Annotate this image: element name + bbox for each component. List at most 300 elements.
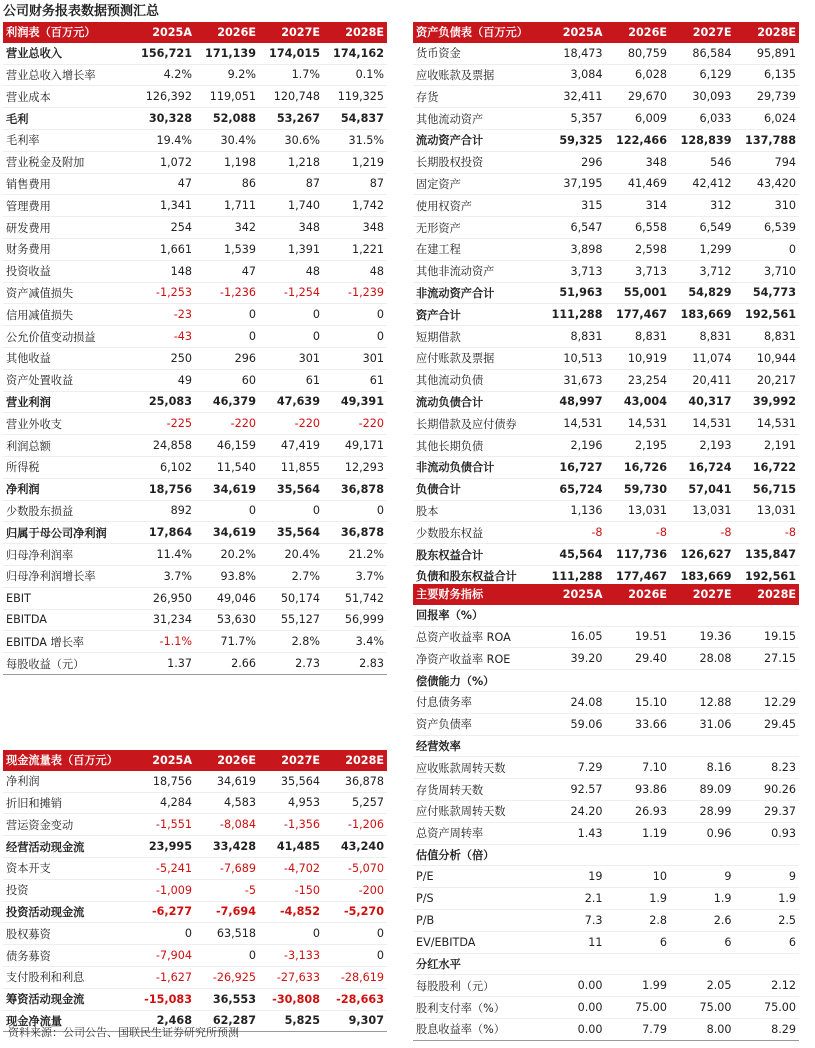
value-cell: 10,944 xyxy=(735,347,800,369)
row-label: 流动资产合计 xyxy=(413,129,541,151)
table-row xyxy=(413,173,799,195)
value-cell: 342 xyxy=(195,217,259,239)
row-label: 公允价值变动损益 xyxy=(3,326,131,348)
value-cell: 49,046 xyxy=(195,587,259,609)
row-label: P/B xyxy=(413,909,541,931)
table-row xyxy=(3,64,387,86)
table-row xyxy=(413,43,799,64)
row-label: 总资产收益率 ROA xyxy=(413,626,541,648)
row-label: 归母净利润增长率 xyxy=(3,565,131,587)
table-row xyxy=(413,844,799,866)
value-cell: 183,669 xyxy=(670,565,735,587)
value-cell: 8.23 xyxy=(735,757,800,779)
value-cell: 33.66 xyxy=(606,713,671,735)
cash-flow-table xyxy=(3,750,387,1032)
table-row xyxy=(413,129,799,151)
row-label: 其他长期负债 xyxy=(413,435,541,457)
row-label: 应付账款及票据 xyxy=(413,347,541,369)
value-cell: 47,419 xyxy=(259,435,323,457)
table-row xyxy=(413,1018,799,1040)
table-row xyxy=(3,129,387,151)
table-row xyxy=(413,326,799,348)
value-cell: 30.6% xyxy=(259,129,323,151)
value-cell: 3.7% xyxy=(323,565,387,587)
value-cell: -8,084 xyxy=(195,814,259,836)
column-header: 2025A xyxy=(131,22,195,43)
row-label: 现金净流量 xyxy=(3,1010,131,1032)
value-cell: 29,670 xyxy=(606,86,671,108)
value-cell: 122,466 xyxy=(606,129,671,151)
value-cell: 20.2% xyxy=(195,544,259,566)
value-cell: 4.2% xyxy=(131,64,195,86)
table-row xyxy=(3,86,387,108)
table-row xyxy=(413,151,799,173)
row-label: 归属于母公司净利润 xyxy=(3,522,131,544)
table-row xyxy=(3,771,387,792)
value-cell: 14,531 xyxy=(670,413,735,435)
value-cell: 0 xyxy=(735,238,800,260)
value-cell: 3.7% xyxy=(131,565,195,587)
value-cell: 93.8% xyxy=(195,565,259,587)
value-cell: 35,564 xyxy=(259,478,323,500)
value-cell: 310 xyxy=(735,195,800,217)
table-title: 资产负债表（百万元） xyxy=(413,22,541,43)
column-header: 2028E xyxy=(323,22,387,43)
value-cell: 20,217 xyxy=(735,369,800,391)
table-row xyxy=(3,108,387,130)
table-row xyxy=(413,347,799,369)
value-cell: -4,852 xyxy=(259,901,323,923)
table-row xyxy=(3,923,387,945)
value-cell: 156,721 xyxy=(131,43,195,64)
value-cell: 14,531 xyxy=(541,413,606,435)
value-cell: 8.00 xyxy=(670,1018,735,1040)
value-cell: 794 xyxy=(735,151,800,173)
value-cell: 7.10 xyxy=(606,757,671,779)
value-cell xyxy=(541,735,606,757)
value-cell: 36,878 xyxy=(323,522,387,544)
row-label: 其他非流动资产 xyxy=(413,260,541,282)
source-note: 资料来源：公司公告、国联民生证券研究所预测 xyxy=(8,1026,239,1039)
value-cell: 37,195 xyxy=(541,173,606,195)
row-label: 其他收益 xyxy=(3,347,131,369)
column-header: 2026E xyxy=(195,750,259,771)
table-row xyxy=(413,691,799,713)
value-cell: 5,257 xyxy=(323,792,387,814)
value-cell: 47 xyxy=(195,260,259,282)
value-cell: 3,898 xyxy=(541,238,606,260)
value-cell: 13,031 xyxy=(735,500,800,522)
value-cell: 20.4% xyxy=(259,544,323,566)
row-label: EBITDA xyxy=(3,609,131,631)
value-cell: 6,558 xyxy=(606,217,671,239)
table-row xyxy=(3,413,387,435)
value-cell: 75.00 xyxy=(606,997,671,1019)
value-cell: 31.5% xyxy=(323,129,387,151)
value-cell: 2.12 xyxy=(735,975,800,997)
value-cell: 65,724 xyxy=(541,478,606,500)
value-cell: 2,598 xyxy=(606,238,671,260)
value-cell: 75.00 xyxy=(670,997,735,1019)
value-cell: 35,564 xyxy=(259,771,323,792)
value-cell: 6 xyxy=(606,931,671,953)
value-cell: 86 xyxy=(195,173,259,195)
row-label: 存货周转天数 xyxy=(413,779,541,801)
table-row xyxy=(413,282,799,304)
value-cell: 13,031 xyxy=(606,500,671,522)
value-cell: 86,584 xyxy=(670,43,735,64)
value-cell: -28,619 xyxy=(323,966,387,988)
row-label: 少数股东损益 xyxy=(3,500,131,522)
value-cell: 12.88 xyxy=(670,691,735,713)
row-label: 股本 xyxy=(413,500,541,522)
value-cell: 51,742 xyxy=(323,587,387,609)
value-cell: 148 xyxy=(131,260,195,282)
value-cell: 2.66 xyxy=(195,653,259,675)
value-cell: 126,627 xyxy=(670,544,735,566)
column-header: 2025A xyxy=(131,750,195,771)
value-cell: 1,539 xyxy=(195,238,259,260)
row-label: 股东权益合计 xyxy=(413,544,541,566)
value-cell: 33,428 xyxy=(195,836,259,858)
value-cell: 312 xyxy=(670,195,735,217)
table-row xyxy=(3,391,387,413)
row-label: 营业成本 xyxy=(3,86,131,108)
value-cell: 301 xyxy=(323,347,387,369)
table-row xyxy=(413,435,799,457)
table-row xyxy=(413,866,799,888)
value-cell xyxy=(670,605,735,626)
table-title: 主要财务指标 xyxy=(413,584,541,605)
table-row xyxy=(413,975,799,997)
table-header-row xyxy=(413,22,799,43)
table-row xyxy=(3,478,387,500)
value-cell: 16,724 xyxy=(670,456,735,478)
value-cell: -1,254 xyxy=(259,282,323,304)
value-cell: 6,102 xyxy=(131,456,195,478)
value-cell: 1,661 xyxy=(131,238,195,260)
row-label: 净利润 xyxy=(3,478,131,500)
value-cell: -8 xyxy=(606,522,671,544)
value-cell: 1,219 xyxy=(323,151,387,173)
value-cell: 90.26 xyxy=(735,779,800,801)
value-cell: -225 xyxy=(131,413,195,435)
table-title: 现金流量表（百万元） xyxy=(3,750,131,771)
value-cell: -8 xyxy=(541,522,606,544)
value-cell: 10,513 xyxy=(541,347,606,369)
row-label: 其他流动资产 xyxy=(413,108,541,130)
row-label: 折旧和摊销 xyxy=(3,792,131,814)
value-cell: 6,009 xyxy=(606,108,671,130)
row-label: 管理费用 xyxy=(3,195,131,217)
value-cell: 17,864 xyxy=(131,522,195,544)
table-row xyxy=(413,500,799,522)
value-cell: 31.06 xyxy=(670,713,735,735)
table-row xyxy=(3,43,387,64)
table-row xyxy=(3,814,387,836)
value-cell: 89.09 xyxy=(670,779,735,801)
value-cell: 8,831 xyxy=(670,326,735,348)
value-cell: 892 xyxy=(131,500,195,522)
value-cell: 95,891 xyxy=(735,43,800,64)
row-label: 股权募资 xyxy=(3,923,131,945)
table-row xyxy=(3,587,387,609)
value-cell: 314 xyxy=(606,195,671,217)
value-cell: 34,619 xyxy=(195,522,259,544)
table-row xyxy=(3,151,387,173)
value-cell xyxy=(606,844,671,866)
value-cell: 14,531 xyxy=(735,413,800,435)
value-cell: 31,673 xyxy=(541,369,606,391)
value-cell: 39.20 xyxy=(541,648,606,670)
table-row xyxy=(413,822,799,844)
value-cell: 60 xyxy=(195,369,259,391)
row-label: 固定资产 xyxy=(413,173,541,195)
value-cell: 2,193 xyxy=(670,435,735,457)
value-cell: -23 xyxy=(131,304,195,326)
value-cell: 21.2% xyxy=(323,544,387,566)
value-cell: 8,831 xyxy=(606,326,671,348)
value-cell: 2.73 xyxy=(259,653,323,675)
table-row xyxy=(3,857,387,879)
row-label: 所得税 xyxy=(3,456,131,478)
value-cell xyxy=(670,844,735,866)
value-cell: 1,221 xyxy=(323,238,387,260)
value-cell: 1,742 xyxy=(323,195,387,217)
value-cell: 2,195 xyxy=(606,435,671,457)
table-row xyxy=(3,456,387,478)
value-cell: 52,088 xyxy=(195,108,259,130)
page-title: 公司财务报表数据预测汇总 xyxy=(3,4,160,19)
value-cell: -150 xyxy=(259,879,323,901)
value-cell: -5,270 xyxy=(323,901,387,923)
value-cell: -1,009 xyxy=(131,879,195,901)
value-cell: 34,619 xyxy=(195,478,259,500)
value-cell: 0.1% xyxy=(323,64,387,86)
value-cell: 0 xyxy=(259,326,323,348)
value-cell: 3,713 xyxy=(606,260,671,282)
value-cell: 8,831 xyxy=(735,326,800,348)
value-cell: 41,485 xyxy=(259,836,323,858)
value-cell: -7,689 xyxy=(195,857,259,879)
table-row xyxy=(413,626,799,648)
row-label: 股息收益率（%） xyxy=(413,1018,541,1040)
row-label: P/E xyxy=(413,866,541,888)
value-cell: 40,317 xyxy=(670,391,735,413)
value-cell: -7,694 xyxy=(195,901,259,923)
value-cell: 54,837 xyxy=(323,108,387,130)
income-statement-table xyxy=(3,22,387,675)
value-cell: 4,583 xyxy=(195,792,259,814)
table-row xyxy=(413,391,799,413)
row-label: 在建工程 xyxy=(413,238,541,260)
column-header: 2028E xyxy=(323,750,387,771)
value-cell: 1.9 xyxy=(670,888,735,910)
value-cell: 63,518 xyxy=(195,923,259,945)
value-cell: -5,241 xyxy=(131,857,195,879)
value-cell: 9 xyxy=(735,866,800,888)
value-cell: 61 xyxy=(323,369,387,391)
table-row xyxy=(413,735,799,757)
table-row xyxy=(3,173,387,195)
value-cell xyxy=(735,953,800,975)
value-cell: 56,999 xyxy=(323,609,387,631)
value-cell: 54,829 xyxy=(670,282,735,304)
value-cell: 6,547 xyxy=(541,217,606,239)
value-cell: 31,234 xyxy=(131,609,195,631)
row-label: 毛利 xyxy=(3,108,131,130)
value-cell: 1.19 xyxy=(606,822,671,844)
table-row xyxy=(413,648,799,670)
value-cell: 29,739 xyxy=(735,86,800,108)
value-cell: 296 xyxy=(541,151,606,173)
value-cell: 39,992 xyxy=(735,391,800,413)
value-cell: 43,420 xyxy=(735,173,800,195)
value-cell: 15.10 xyxy=(606,691,671,713)
value-cell: 75.00 xyxy=(735,997,800,1019)
row-label: 投资活动现金流 xyxy=(3,901,131,923)
row-label: 营运资金变动 xyxy=(3,814,131,836)
value-cell: 29.37 xyxy=(735,800,800,822)
table-row xyxy=(3,988,387,1010)
column-header: 2025A xyxy=(541,22,606,43)
value-cell: 117,736 xyxy=(606,544,671,566)
table-row xyxy=(3,945,387,967)
row-label: 财务费用 xyxy=(3,238,131,260)
value-cell: 250 xyxy=(131,347,195,369)
value-cell xyxy=(670,670,735,692)
value-cell: 16.05 xyxy=(541,626,606,648)
value-cell: 3,713 xyxy=(541,260,606,282)
row-label: 营业总收入 xyxy=(3,43,131,64)
value-cell: 4,284 xyxy=(131,792,195,814)
value-cell: -8 xyxy=(735,522,800,544)
value-cell: 1.43 xyxy=(541,822,606,844)
value-cell: 48 xyxy=(259,260,323,282)
table-row xyxy=(413,413,799,435)
value-cell: 23,995 xyxy=(131,836,195,858)
value-cell: 1.9 xyxy=(606,888,671,910)
table-title: 利润表（百万元） xyxy=(3,22,131,43)
value-cell: 55,127 xyxy=(259,609,323,631)
value-cell: -7,904 xyxy=(131,945,195,967)
value-cell xyxy=(541,844,606,866)
table-row xyxy=(3,631,387,653)
value-cell: 1,391 xyxy=(259,238,323,260)
value-cell: 34,619 xyxy=(195,771,259,792)
value-cell: 16,722 xyxy=(735,456,800,478)
table-row xyxy=(3,282,387,304)
row-label: 股利支付率（%） xyxy=(413,997,541,1019)
value-cell: 254 xyxy=(131,217,195,239)
value-cell: 3,710 xyxy=(735,260,800,282)
value-cell: 6 xyxy=(670,931,735,953)
value-cell: 1,198 xyxy=(195,151,259,173)
value-cell: -220 xyxy=(259,413,323,435)
value-cell: 0.00 xyxy=(541,997,606,1019)
value-cell: 1,136 xyxy=(541,500,606,522)
value-cell: 30,093 xyxy=(670,86,735,108)
row-label: 回报率（%） xyxy=(413,605,541,626)
value-cell: 61 xyxy=(259,369,323,391)
value-cell: 6,549 xyxy=(670,217,735,239)
table-row xyxy=(3,326,387,348)
value-cell: 3.4% xyxy=(323,631,387,653)
value-cell: 43,004 xyxy=(606,391,671,413)
table-row xyxy=(413,260,799,282)
value-cell: 26,950 xyxy=(131,587,195,609)
table-row xyxy=(413,108,799,130)
value-cell: 80,759 xyxy=(606,43,671,64)
value-cell: -3,133 xyxy=(259,945,323,967)
value-cell: 14,531 xyxy=(606,413,671,435)
value-cell: 2.8% xyxy=(259,631,323,653)
table-header-row xyxy=(3,750,387,771)
value-cell: -220 xyxy=(195,413,259,435)
value-cell: 30.4% xyxy=(195,129,259,151)
value-cell: 2,468 xyxy=(131,1010,195,1032)
row-label: 资产合计 xyxy=(413,304,541,326)
row-label: 资产减值损失 xyxy=(3,282,131,304)
value-cell: 29.40 xyxy=(606,648,671,670)
value-cell: 9.2% xyxy=(195,64,259,86)
value-cell: 3,712 xyxy=(670,260,735,282)
value-cell: 1,218 xyxy=(259,151,323,173)
table-row xyxy=(413,522,799,544)
value-cell: -43 xyxy=(131,326,195,348)
value-cell: 59.06 xyxy=(541,713,606,735)
value-cell: 0 xyxy=(323,304,387,326)
value-cell: 42,412 xyxy=(670,173,735,195)
value-cell: 0 xyxy=(195,945,259,967)
value-cell: 13,031 xyxy=(670,500,735,522)
row-label: P/S xyxy=(413,888,541,910)
row-label: 资产负债率 xyxy=(413,713,541,735)
value-cell: 71.7% xyxy=(195,631,259,653)
value-cell: 5,825 xyxy=(259,1010,323,1032)
value-cell: 19.36 xyxy=(670,626,735,648)
column-header: 2026E xyxy=(606,22,671,43)
value-cell: 7.79 xyxy=(606,1018,671,1040)
value-cell: 1.37 xyxy=(131,653,195,675)
value-cell: 49,391 xyxy=(323,391,387,413)
value-cell: 59,730 xyxy=(606,478,671,500)
row-label: 资产处置收益 xyxy=(3,369,131,391)
table-row xyxy=(3,217,387,239)
column-header: 2026E xyxy=(195,22,259,43)
row-label: 资本开支 xyxy=(3,857,131,879)
column-header: 2028E xyxy=(735,584,800,605)
row-label: 非流动资产合计 xyxy=(413,282,541,304)
value-cell: 1,740 xyxy=(259,195,323,217)
column-header: 2027E xyxy=(670,22,735,43)
value-cell: 57,041 xyxy=(670,478,735,500)
value-cell: 4,953 xyxy=(259,792,323,814)
table-row xyxy=(3,792,387,814)
value-cell xyxy=(670,953,735,975)
value-cell: 2.05 xyxy=(670,975,735,997)
table-row xyxy=(3,369,387,391)
value-cell: 174,162 xyxy=(323,43,387,64)
value-cell xyxy=(541,605,606,626)
value-cell: 36,878 xyxy=(323,771,387,792)
row-label: 长期借款及应付债券 xyxy=(413,413,541,435)
row-label: 存货 xyxy=(413,86,541,108)
value-cell: 50,174 xyxy=(259,587,323,609)
value-cell: 0 xyxy=(259,500,323,522)
table-row xyxy=(3,195,387,217)
value-cell: -28,663 xyxy=(323,988,387,1010)
